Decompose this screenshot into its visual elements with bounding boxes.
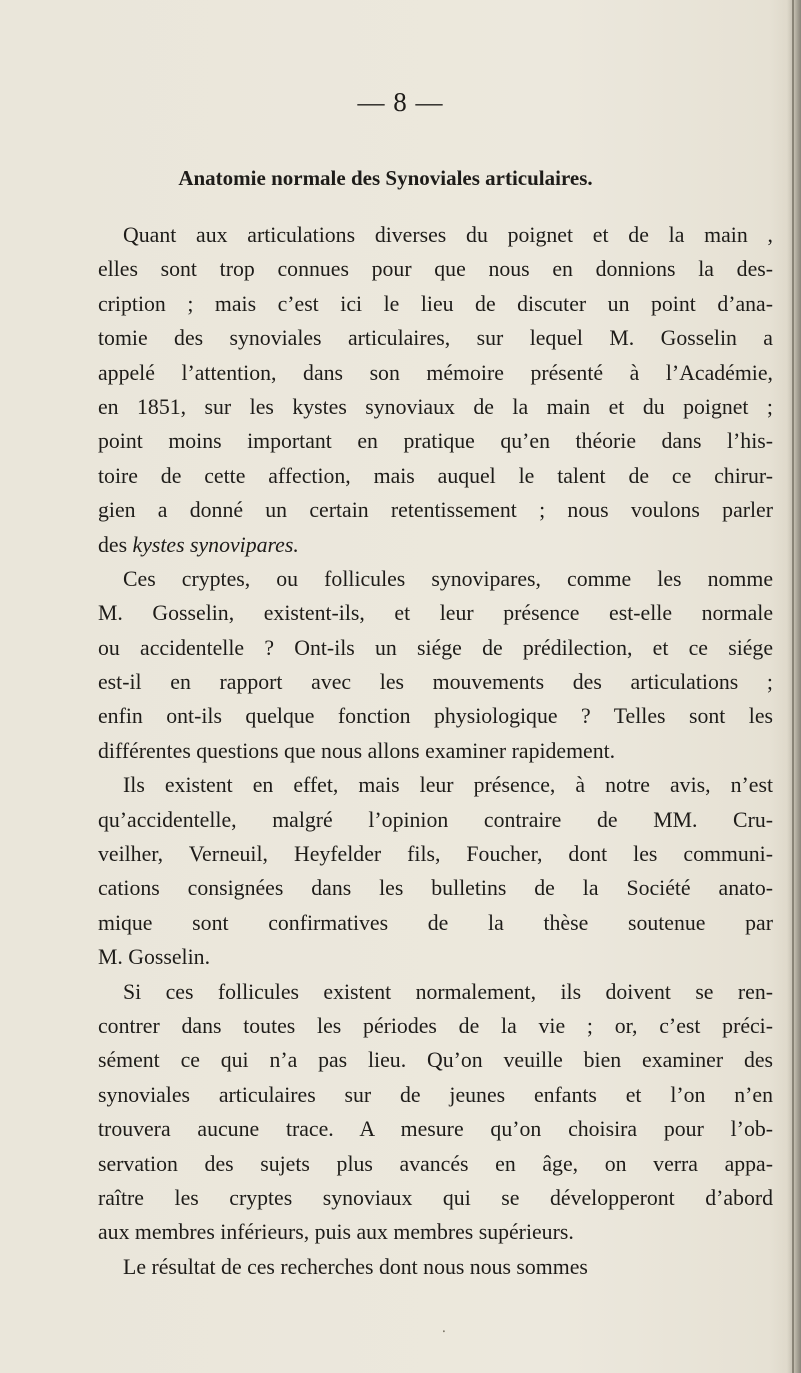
page-edge-shadow [787, 0, 801, 1373]
text-line: gien a donné un certain retentissement ; nous voulons parler [98, 498, 773, 523]
text-line: cription ; mais c’est ici le lieu de discuter un point d’ana- [98, 291, 773, 316]
text-line: point moins important en pratique qu’en théorie dans l’his- [98, 429, 773, 454]
text-line: Si ces follicules existent normalement, ils doivent se ren- [123, 979, 773, 1004]
text-line-prefix: des [98, 532, 133, 557]
text-line: qu’accidentelle, malgré l’opinion contraire de MM. Cru- [98, 807, 773, 832]
italic-term: kystes synovipares. [132, 532, 299, 557]
text-line: trouvera aucune trace. A mesure qu’on choisira pour l’ob- [98, 1117, 773, 1142]
text-line: raître les cryptes synoviaux qui se développeront d’abord [98, 1185, 773, 1210]
text-line: M. Gosselin, existent-ils, et leur présence est-elle normale [98, 601, 773, 626]
text-line: enfin ont-ils quelque fonction physiologique ? Telles sont les [98, 704, 773, 729]
text-line: est-il en rapport avec les mouvements des articulations ; [98, 670, 773, 695]
text-line: Le résultat de ces recherches dont nous nous sommes [123, 1254, 588, 1279]
text-line: différentes questions que nous allons examiner rapidement. [98, 738, 616, 763]
text-line: veilher, Verneuil, Heyfelder fils, Foucher, dont les communi- [98, 842, 773, 867]
text-line: Quant aux articulations diverses du poignet et de la main , [123, 223, 773, 247]
text-line: elles sont trop connues pour que nous en donnions la des- [98, 257, 773, 282]
text-line: cations consignées dans les bulletins de la Société anato- [98, 876, 773, 901]
text-line: synoviales articulaires sur de jeunes enfants et l’on n’en [98, 1082, 773, 1107]
text-line: mique sont confirmatives de la thèse soutenue par [98, 910, 773, 935]
text-line: ou accidentelle ? Ont-ils un siége de prédilection, et ce siége [98, 635, 773, 660]
page-number: — 8 — [357, 87, 444, 117]
ink-mark: ⸱ [442, 1325, 446, 1340]
text-line: Ils existent en effet, mais leur présence, à notre avis, n’est [123, 773, 773, 798]
text-line: Ces cryptes, ou follicules synovipares, comme les nomme [123, 566, 773, 591]
text-line: servation des sujets plus avancés en âge, on verra appa- [98, 1151, 773, 1176]
text-line: contrer dans toutes les périodes de la vie ; or, c’est préci- [98, 1013, 773, 1038]
text-line: appelé l’attention, dans son mémoire présenté à l’Académie, [98, 360, 773, 385]
body-text [98, 218, 773, 1284]
text-line [98, 528, 773, 562]
text-line: sément ce qui n’a pas lieu. Qu’on veuille bien examiner des [98, 1048, 773, 1073]
text-line: M. Gosselin. [98, 945, 211, 970]
text-line: tomie des synoviales articulaires, sur lequel M. Gosselin a [98, 326, 773, 351]
text-line: aux membres inférieurs, puis aux membres supérieurs. [98, 1220, 574, 1245]
text-line: toire de cette affection, mais auquel le talent de ce chirur- [98, 463, 773, 488]
section-title: Anatomie normale des Synoviales articulaires. [178, 166, 593, 190]
text-line: en 1851, sur les kystes synoviaux de la main et du poignet ; [98, 394, 773, 419]
page-edge-line [792, 0, 794, 1373]
